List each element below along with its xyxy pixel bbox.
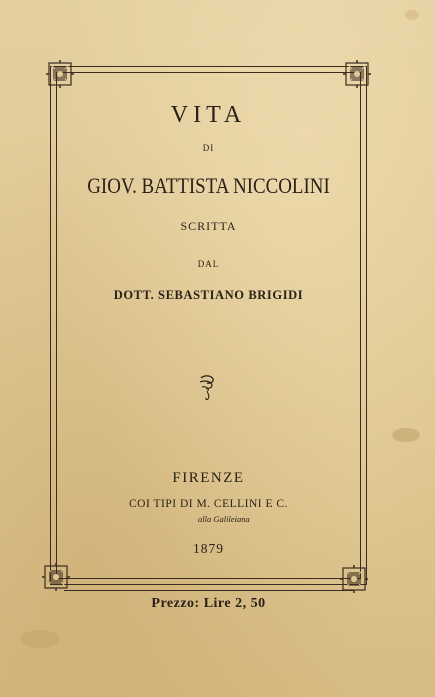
printer-location: alla Galileiana [198,514,250,524]
conjunction-di: DI [202,143,215,153]
age-spot [392,428,420,442]
corner-ornament-icon [42,563,70,591]
age-spot [405,10,419,20]
publication-year: 1879 [193,541,224,556]
price-label: Prezzo: Lire 2, 50 [151,596,266,611]
printer-line: COI TIPI DI M. CELLINI E C. [129,498,288,510]
corner-ornament-icon [340,565,368,593]
conjunction-dal: DAL [197,259,220,269]
price-divider [64,590,354,591]
age-spot [20,630,60,648]
written-label: SCRITTA [180,219,237,233]
author-name: DOTT. SEBASTIANO BRIGIDI [113,288,304,302]
title-vita: VITA [170,102,247,128]
city-name: FIRENZE [172,470,245,486]
subject-name: GIOV. BATTISTA NICCOLINI [87,173,330,198]
fleuron-ornament-icon [196,372,218,402]
corner-ornament-icon [46,60,74,88]
corner-ornament-icon [343,60,371,88]
